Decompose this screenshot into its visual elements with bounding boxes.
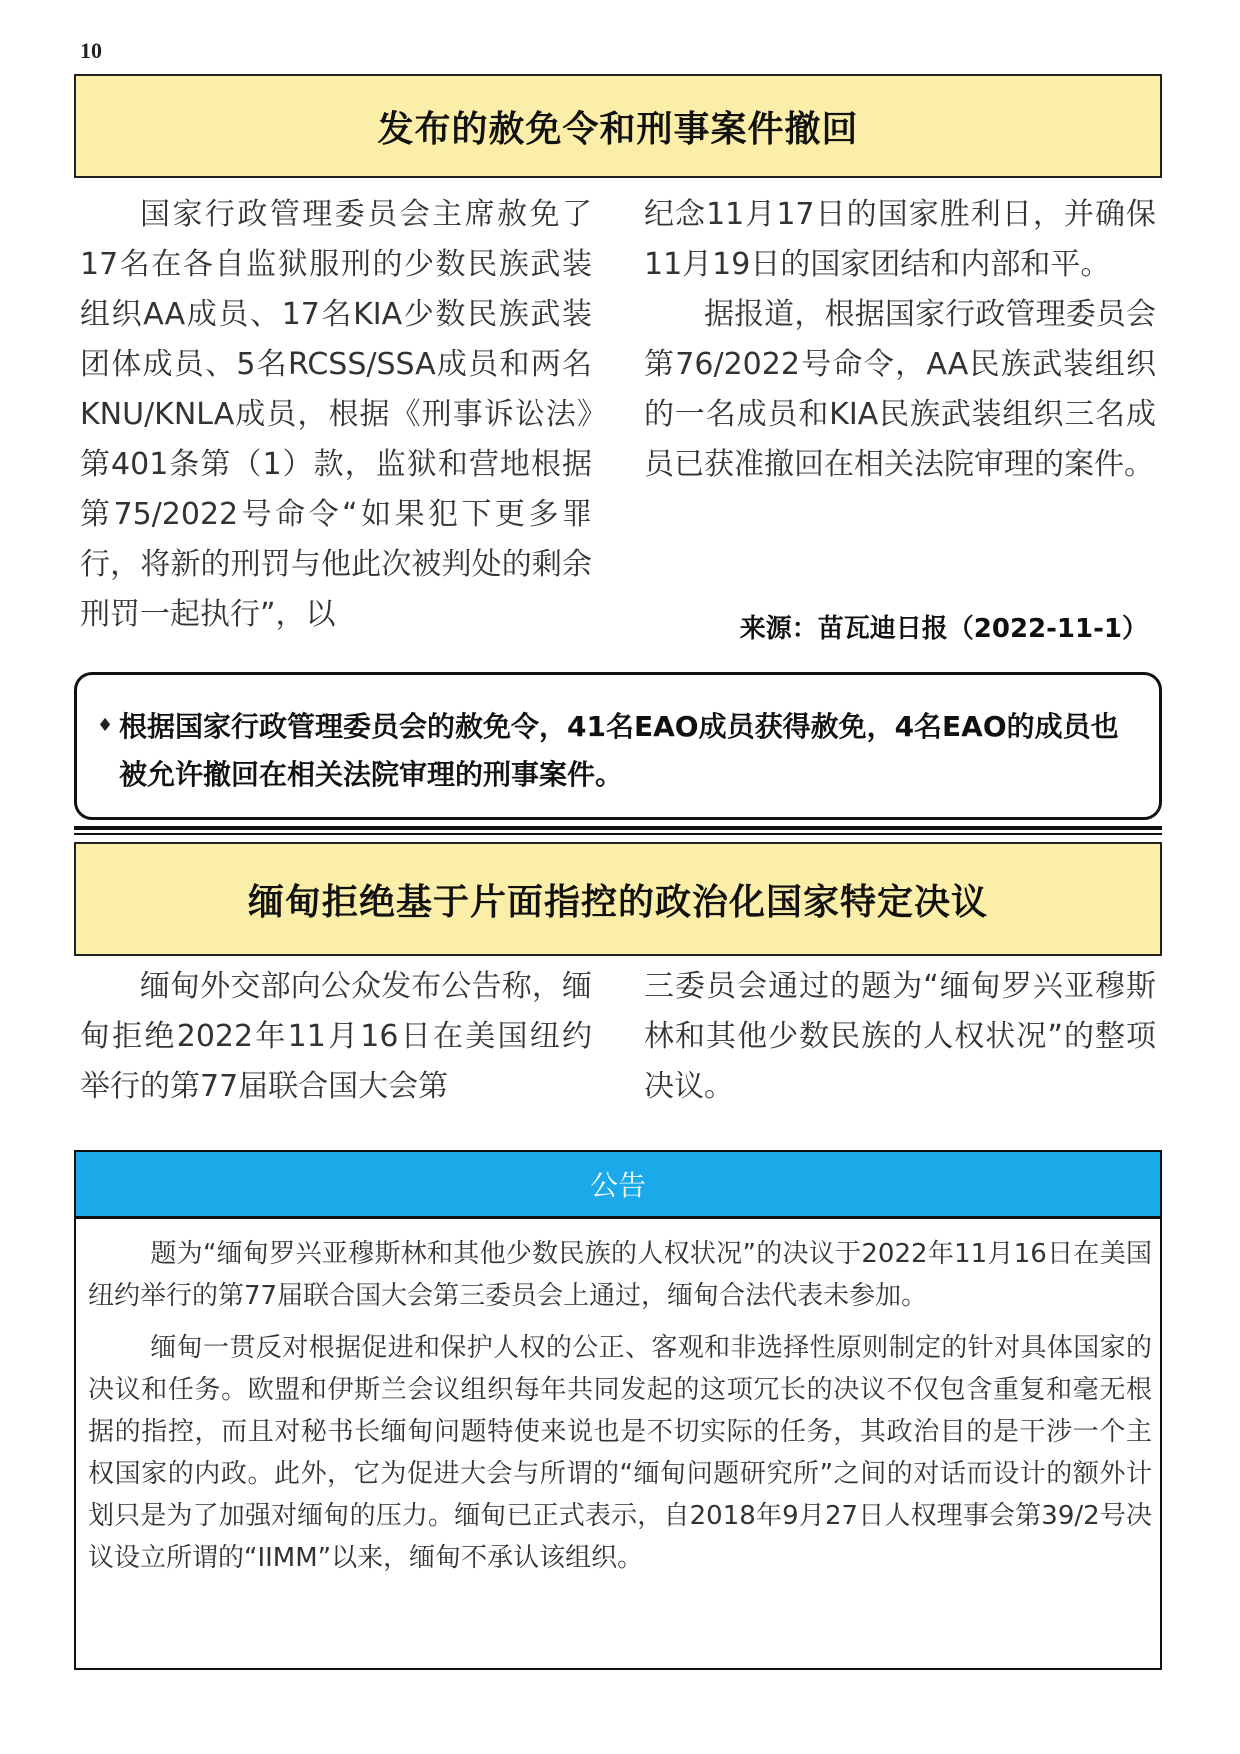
section1-title-box (74, 74, 1162, 178)
page-number: 10 (80, 38, 102, 63)
notice-paragraph-2: 缅甸一贯反对根据促进和保护人权的公正、客观和非选择性原则制定的针对具体国家的决议和任务。欧盟和伊斯兰会议组织每年共同发起的这项冗长的决议不仅包含重复和毫无根据的指控，而且对秘书长缅甸问题特使来说也是不切实际的任务，其政治目的是干涉一个主权国家的内政。此外，它为促进大会与所谓的“缅甸问题研究所”之间的对话而设计的额外计划只是为了加强对缅甸的压力。缅甸已正式表示，自2018年9月27日人权理事会第39/2号决议设立所谓的“IIMM”以来，缅甸不承认该组织。 (88, 1333, 1152, 1573)
diamond-bullet-icon: ♦ (97, 715, 114, 736)
section2-right-paragraph: 三委员会通过的题为“缅甸罗兴亚穆斯林和其他少数民族的人权状况”的整项决议。 (644, 969, 1156, 1104)
section1-right-column (644, 190, 1156, 640)
notice-body (76, 1219, 1160, 1579)
section1-title: 发布的赦免令和刑事案件撤回 (377, 108, 859, 150)
section2-body (80, 962, 1156, 1112)
section-divider-thick (74, 826, 1162, 830)
section2-left-column (80, 962, 592, 1112)
section2-right-column (644, 962, 1156, 1112)
summary-callout-box (74, 672, 1162, 820)
section-divider-thin (74, 833, 1162, 835)
section2-title: 缅甸拒绝基于片面指控的政治化国家特定决议 (247, 881, 988, 923)
section1-left-paragraph: 国家行政管理委员会主席赦免了17名在各自监狱服刑的少数民族武装组织AA成员、17名KIA少数民族武装团体成员、5名RCSS/SSA成员和两名KNU/KNLA成员，根据《刑事诉讼法》第401条第（1）款，监狱和营地根据第75/2022号命令“如果犯下更多罪行，将新的刑罚与他此次被判处的剩余刑罚一起执行”，以 (80, 197, 592, 632)
summary-callout-text: 根据国家行政管理委员会的赦免令，41名EAO成员获得赦免，4名EAO的成员也被允许撤回在相关法院审理的刑事案件。 (119, 710, 1119, 791)
section1-body (80, 190, 1156, 640)
notice-box (74, 1150, 1162, 1670)
notice-paragraph-1: 题为“缅甸罗兴亚穆斯林和其他少数民族的人权状况”的决议于2022年11月16日在美国纽约举行的第77届联合国大会第三委员会上通过，缅甸合法代表未参加。 (88, 1239, 1152, 1311)
notice-header-label: 公告 (589, 1169, 646, 1202)
source-citation: 来源：苗瓦迪日报（2022-11-1） (739, 614, 1148, 644)
section1-right-paragraph-2: 据报道，根据国家行政管理委员会第76/2022号命令，AA民族武装组织的一名成员和KIA民族武装组织三名成员已获准撤回在相关法院审理的案件。 (644, 297, 1156, 482)
section1-right-paragraph-1: 纪念11月17日的国家胜利日，并确保11月19日的国家团结和内部和平。 (644, 197, 1156, 282)
section1-left-column (80, 190, 592, 640)
notice-header (76, 1152, 1160, 1219)
section2-title-box (74, 842, 1162, 956)
section2-left-paragraph: 缅甸外交部向公众发布公告称，缅甸拒绝2022年11月16日在美国纽约举行的第77届联合国大会第 (80, 969, 592, 1104)
